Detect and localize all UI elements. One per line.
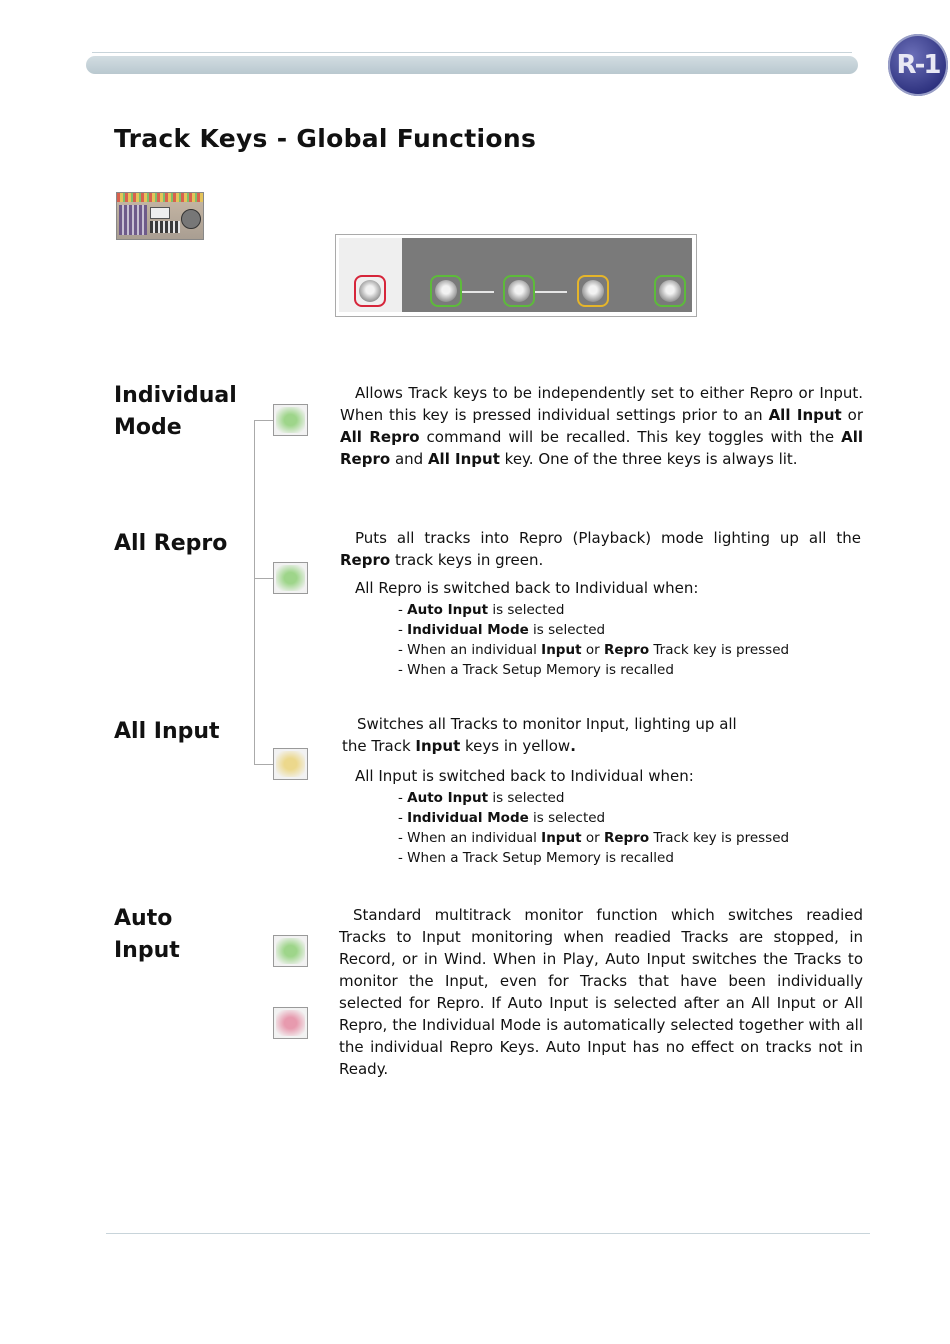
text-bold: Repro (603, 642, 650, 658)
global-keys-panel (335, 234, 697, 317)
all-repro-switch-note: All Repro is switched back to Individual when: (355, 579, 699, 597)
connector-individual (254, 420, 274, 421)
text-run: is selected (488, 602, 565, 618)
all-input-description (342, 713, 862, 757)
auto-input-green-key-icon (273, 935, 308, 967)
heading-line: Individual (114, 383, 237, 408)
text-bold: Input (541, 830, 582, 846)
console-screen (150, 207, 170, 219)
all-input-heading: All Input (114, 719, 220, 744)
key-glow (276, 407, 305, 433)
all-input-key-icon (273, 748, 308, 780)
text-run: Puts all tracks into Repro (Playback) mode lighting up all the (355, 529, 861, 547)
text-bold: All Repro (340, 428, 863, 468)
list-item (398, 660, 789, 680)
key-dome (508, 280, 530, 302)
key-dome (659, 280, 681, 302)
text-bold: All Input (768, 406, 842, 424)
text-bold: Repro (603, 830, 650, 846)
header-bar (86, 56, 858, 74)
auto-input-description: Standard multitrack monitor function which switches readied Tracks to Input monitoring when readied Tracks are stopped, in Record, or in Wind. When in Play, Auto Input switches the Tracks to monitor the Input, even for Tracks that have been individually selected for Repro. If Auto Input is selected after an All Input or All Repro, the Individual Mode is automatically selected together with all the individual Repro Keys. Auto Input has no effect on tracks not in Ready. (339, 906, 863, 1078)
text-bold: Individual Mode (407, 622, 529, 638)
logo-text: R-1 (896, 50, 940, 80)
text-run: keys in yellow (460, 737, 571, 755)
list-item (398, 600, 789, 620)
text-bold: Repro (340, 551, 391, 569)
list-item (398, 788, 789, 808)
extra-key[interactable] (654, 275, 686, 307)
key-glow (276, 938, 305, 964)
text-run: Track key is pressed (649, 830, 790, 846)
text-run: or (841, 406, 863, 424)
key-link-line (462, 291, 494, 293)
list-item (398, 640, 789, 660)
text-run: track keys in green. (390, 551, 544, 569)
text-run: Allows Track keys to be independently set to either Repro or Input. When this key is pressed individual settings prior to an (340, 384, 863, 424)
text-run: key. One of the three keys is always lit. (499, 450, 798, 468)
text-bold: Input (415, 737, 461, 755)
console-jog-wheel (181, 209, 201, 229)
auto-input-red-key-icon (273, 1007, 308, 1039)
text-bold: . (570, 737, 576, 755)
text-run: the Track (342, 737, 416, 755)
list-item (398, 808, 789, 828)
list-item (398, 620, 789, 640)
console-thumbnail-image (116, 192, 204, 240)
page-title: Track Keys - Global Functions (114, 124, 537, 153)
text-line (342, 735, 862, 757)
all-repro-description (340, 527, 861, 571)
heading-line: Input (114, 938, 180, 963)
list-item (398, 848, 789, 868)
text-bold: Input (541, 642, 582, 658)
text-bold: Individual Mode (407, 810, 529, 826)
auto-input-key[interactable] (354, 275, 386, 307)
connector-vertical (254, 420, 255, 764)
connector-all-input (254, 764, 274, 765)
all-input-switch-note: All Input is switched back to Individual when: (355, 767, 694, 785)
individual-mode-key-icon (273, 404, 308, 436)
key-glow (276, 751, 305, 777)
individual-mode-key[interactable] (430, 275, 462, 307)
text-run: When an individual (407, 830, 542, 846)
key-dome (359, 280, 381, 302)
key-link-line (535, 291, 567, 293)
all-input-conditions-list (398, 788, 789, 868)
text-bold: Auto Input (407, 790, 489, 806)
text-run: or (581, 642, 604, 658)
console-keypad (150, 221, 180, 233)
console-track-keys (119, 205, 147, 235)
r1-logo (888, 34, 948, 96)
text-run: command will be recalled. This key toggles with the (419, 428, 842, 446)
header-rule (92, 52, 852, 53)
list-item (398, 828, 789, 848)
heading-line: Mode (114, 415, 182, 440)
text-bold: Auto Input (407, 602, 489, 618)
individual-mode-description (340, 382, 863, 470)
text-run: and (390, 450, 428, 468)
text-run: is selected (528, 810, 606, 826)
text-bold: All Repro (340, 428, 420, 446)
key-glow (276, 1010, 305, 1036)
text-line: Switches all Tracks to monitor Input, lighting up all (357, 715, 737, 733)
text-run: When a Track Setup Memory is recalled (407, 850, 674, 866)
all-repro-key-icon (273, 562, 308, 594)
all-repro-key[interactable] (503, 275, 535, 307)
footer-rule (106, 1233, 870, 1234)
individual-mode-heading (114, 380, 237, 444)
text-run: or (581, 830, 604, 846)
all-repro-conditions-list (398, 600, 789, 680)
text-run: Track key is pressed (649, 642, 790, 658)
console-meter-strip (117, 193, 203, 202)
text-run: is selected (488, 790, 565, 806)
connector-all-repro (254, 578, 274, 579)
all-repro-heading: All Repro (114, 531, 228, 556)
key-dome (435, 280, 457, 302)
text-run: When a Track Setup Memory is recalled (407, 662, 674, 678)
text-run: is selected (528, 622, 606, 638)
key-glow (276, 565, 305, 591)
heading-line: Auto (114, 906, 173, 931)
all-input-key[interactable] (577, 275, 609, 307)
key-dome (582, 280, 604, 302)
text-bold: All Input (427, 450, 500, 468)
text-run: When an individual (407, 642, 542, 658)
auto-input-heading (114, 903, 180, 967)
